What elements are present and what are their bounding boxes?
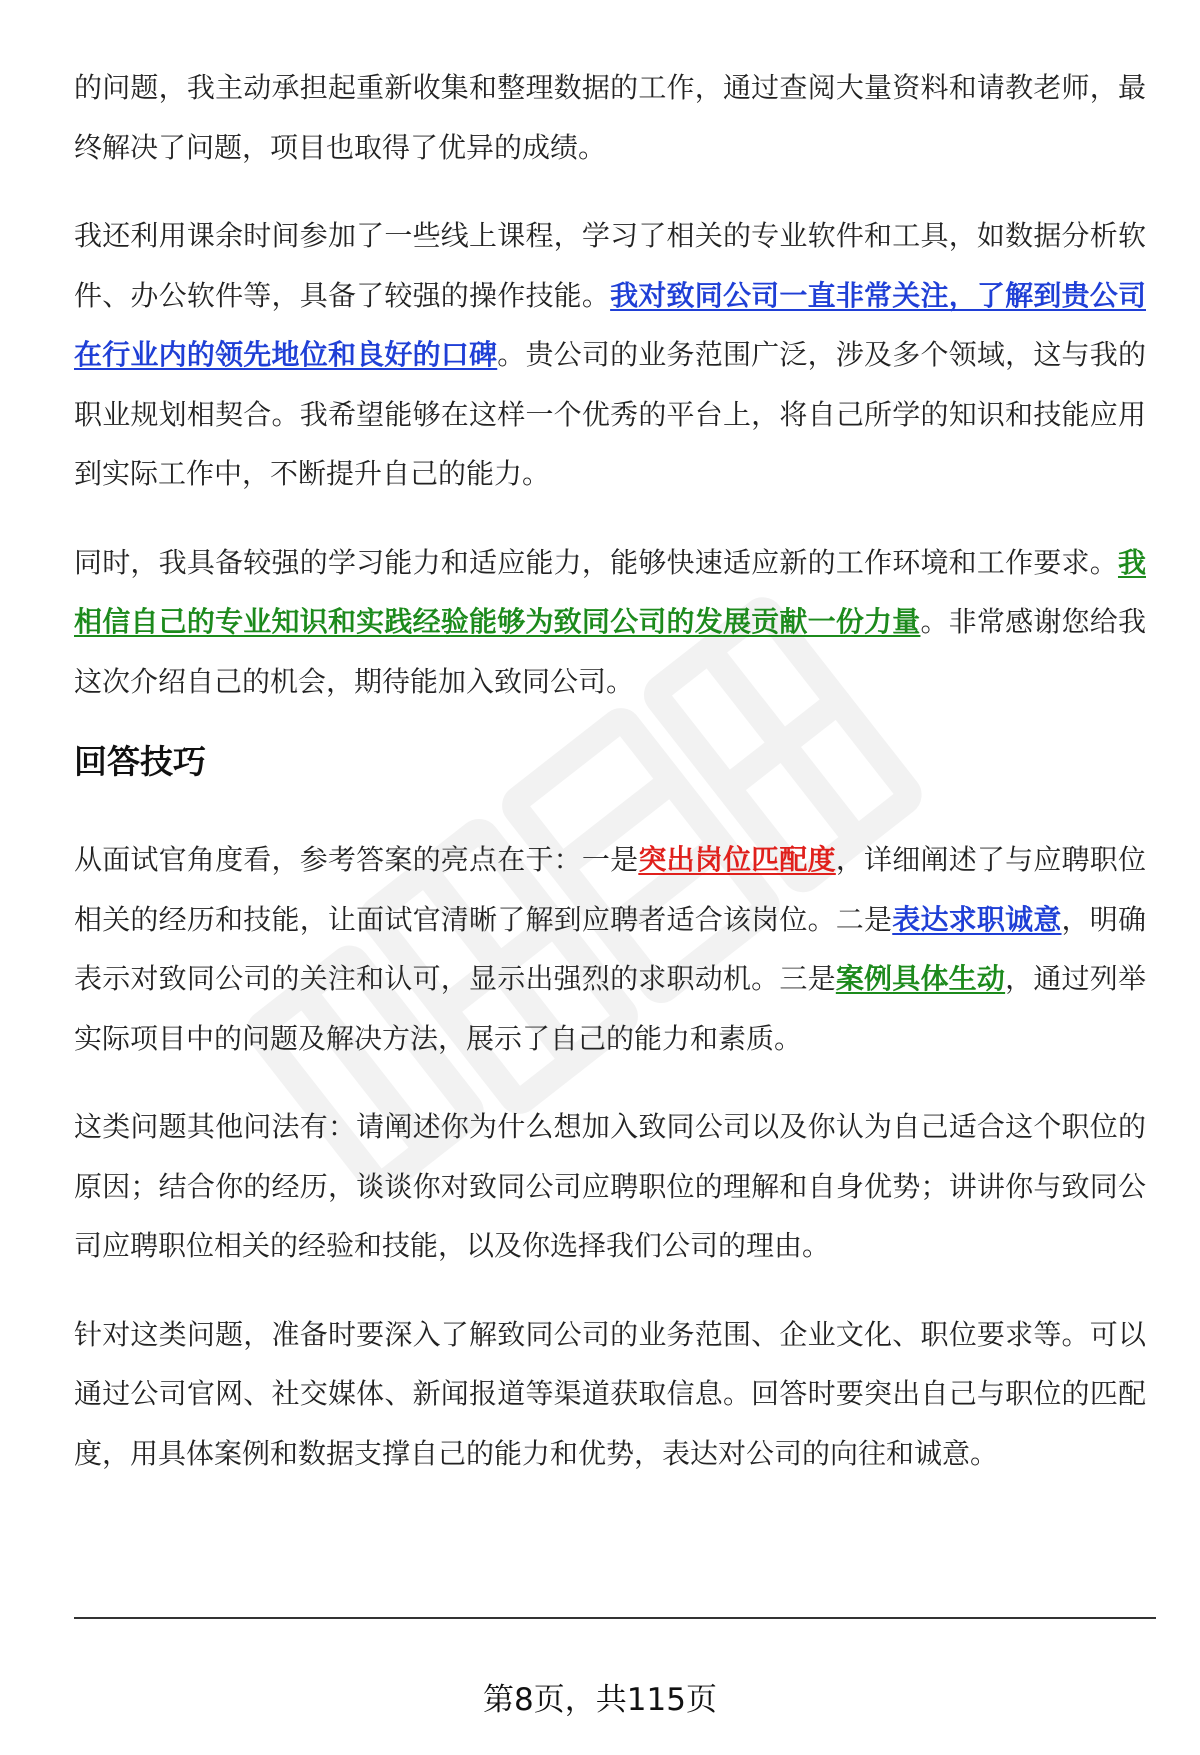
page-number: 第8页，共115页 [483,1682,717,1718]
paragraph-text: 同时，我具备较强的学习能力和适应能力，能够快速适应新的工作环境和工作要求。 [74,545,1118,579]
footer-divider [74,1617,1156,1619]
paragraph-text: 我还利用课余时间参加了一些线上课程，学习了相关的专业软件和工具，如数据分析软件、办公软件等，具备了较强的操作技能。 [74,219,1146,312]
paragraph-text: 。非常感谢您给我这次介绍自己的机会，期待能加入致同公司。 [74,605,1146,698]
paragraph-text: 。贵公司的业务范围广泛，涉及多个领域，这与我的职业规划相契合。我希望能够在这样一个优秀的平台上，将自己所学的知识和技能应用到实际工作中，不断提升自己的能力。 [74,338,1146,490]
highlight-company-attention: 我对致同公司一直非常关注，了解到贵公司在行业内的领先地位和良好的口碑 [74,278,1146,371]
paragraph-text: 的问题，我主动承担起重新收集和整理数据的工作，通过查阅大量资料和请教老师，最终解决了问题，项目也取得了优异的成绩。 [74,71,1146,164]
paragraph-text: 针对这类问题，准备时要深入了解致同公司的业务范围、企业文化、职位要求等。可以通过公司官网、社交媒体、新闻报道等渠道获取信息。回答时要突出自己与职位的匹配度，用具体案例和数据支撑自己的能力和优势，表达对公司的向往和诚意。 [74,1317,1146,1470]
document-body [74,58,1146,1512]
paragraph-problem-solving [74,58,1146,177]
highlight-sincerity: 表达求职诚意 [892,902,1062,936]
highlight-vivid-cases: 案例具体生动 [835,962,1006,995]
paragraph-text: 这类问题其他问法有：请阐述你为什么想加入致同公司以及你认为自己适合这个职位的原因；结合你的经历，谈谈你对致同公司应聘职位的理解和自身优势；讲讲你与致同公司应聘职位相关的经验和技能，以及你选择我们公司的理由。 [74,1110,1146,1262]
paragraph-text: ，详细阐述了与应聘职位相关的经历和技能，让面试官清晰了解到应聘者适合该岗位。二是 [74,843,1146,936]
paragraph-adaptability [74,533,1146,712]
highlight-job-match: 突出岗位匹配度 [638,843,836,876]
paragraph-text: ，明确表示对致同公司的关注和认可，显示出强烈的求职动机。三是 [74,902,1146,995]
section-heading-answer-tips: 回答技巧 [74,742,206,781]
paragraph-preparation [74,1305,1146,1484]
paragraph-skills-interest [74,206,1146,504]
highlight-contribution: 我相信自己的专业知识和实践经验能够为致同公司的发展贡献一份力量 [74,545,1146,638]
paragraph-text: ，通过列举实际项目中的问题及解决方法，展示了自己的能力和素质。 [74,962,1146,1055]
paragraph-alternate-questions [74,1097,1146,1276]
paragraph-highlights [74,830,1146,1068]
paragraph-text: 从面试官角度看，参考答案的亮点在于：一是 [74,843,639,876]
